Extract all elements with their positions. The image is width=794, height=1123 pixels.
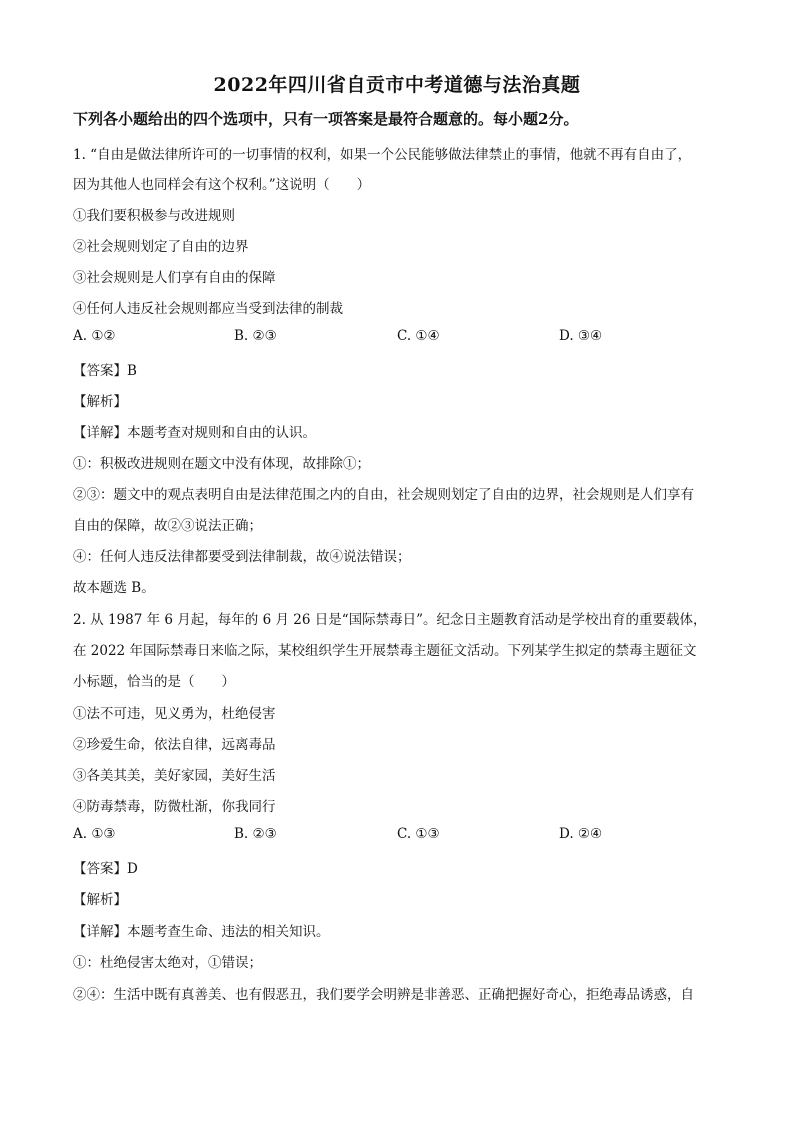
answer-value: D [127,861,138,877]
answer-label: 【答案】 [73,861,127,877]
q1-analysis-label: 【解析】 [73,394,127,410]
q2-item-1: ①法不可违，见义勇为，杜绝侵害 [73,706,276,722]
q1-item-4: ④任何人违反社会规则都应当受到法律的制裁 [73,301,343,317]
page-title: 2022年四川省自贡市中考道德与法治真题 [213,74,581,96]
q1-choice-a: A. ①② [73,328,116,344]
q1-analysis-line: ②③：题文中的观点表明自由是法律范围之内的自由，社会规则划定了自由的边界，社会规则是人们享有 [73,487,694,503]
q1-choice-b: B. ②③ [234,328,277,344]
q2-analysis-label: 【解析】 [73,892,127,908]
q2-stem-line1: 2. 从 1987 年 6 月起，每年的 6 月 26 日是“国际禁毒日”。纪念日主题教育活动是学校出育的重要载体， [73,612,707,628]
q2-detail [73,920,330,940]
q1-analysis-line: ④：任何人违反法律都要受到法律制裁，故④说法错误； [73,549,411,565]
q1-analysis-line: ①：积极改进规则在题文中没有体现，故排除①； [73,456,370,472]
q2-item-3: ③各美其美，美好家园，美好生活 [73,768,276,784]
q2-analysis-line: ②④：生活中既有真善美、也有假恶丑，我们要学会明辨是非善恶、正确把握好奇心，拒绝毒品诱惑，自 [73,987,694,1003]
q2-stem-line2: 在 2022 年国际禁毒日来临之际，某校组织学生开展禁毒主题征文活动。下列某学生拟定的禁毒主题征文 [73,643,697,659]
q2-choice-a: A. ①③ [73,826,116,842]
detail-intro: 本题考查对规则和自由的认识。 [127,425,316,441]
q2-item-4: ④防毒禁毒，防微杜渐，你我同行 [73,799,276,815]
q1-detail [73,421,316,441]
q1-choice-d: D. ③④ [559,328,603,344]
answer-label: 【答案】 [73,363,127,379]
q1-stem-line2: 因为其他人也同样会有这个权利。”这说明（ ） [73,177,371,193]
q1-item-3: ③社会规则是人们享有自由的保障 [73,270,276,286]
q2-answer [73,857,138,877]
q2-analysis-line: ①：杜绝侵害太绝对，①错误； [73,955,262,971]
q1-choice-c: C. ①④ [397,328,440,344]
q1-conclusion: 故本题选 B。 [73,580,155,596]
detail-intro: 本题考查生命、违法的相关知识。 [127,924,330,940]
section-instruction: 下列各小题给出的四个选项中，只有一项答案是最符合题意的。每小题2分。 [73,110,579,128]
q1-answer [73,359,137,379]
detail-label: 【详解】 [73,425,127,441]
q2-choice-c: C. ①③ [397,826,440,842]
q1-analysis-line: 自由的保障，故②③说法正确； [73,518,262,534]
answer-value: B [127,363,137,379]
q2-choice-d: D. ②④ [559,826,603,842]
q1-stem-line1: 1. “自由是做法律所许可的一切事情的权利，如果一个公民能够做法律禁止的事情，他就不再有自由了， [73,147,692,163]
detail-label: 【详解】 [73,924,127,940]
q2-stem-line3: 小标题，恰当的是（ ） [73,674,235,690]
q2-choice-b: B. ②③ [234,826,277,842]
q1-item-2: ②社会规则划定了自由的边界 [73,239,249,255]
q1-item-1: ①我们要积极参与改进规则 [73,208,235,224]
q2-item-2: ②珍爱生命，依法自律，远离毒品 [73,737,276,753]
